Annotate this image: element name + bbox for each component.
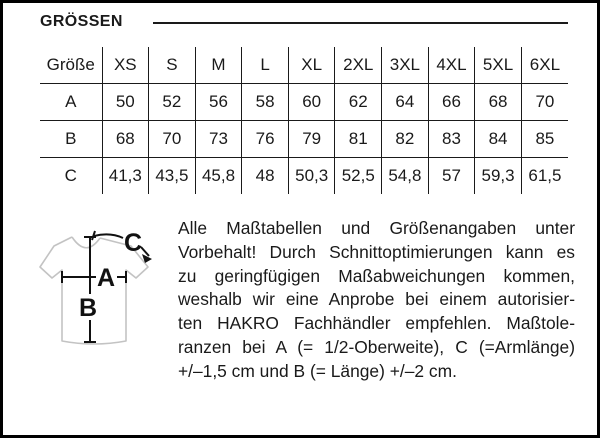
table-header-cell: 3XL <box>382 47 429 84</box>
note-line: +/–1,5 cm und B (= Länge) +/–2 cm. <box>178 360 457 381</box>
measure-label-a: A <box>96 264 116 292</box>
table-cell: 73 <box>195 121 242 158</box>
table-header-cell: 2XL <box>335 47 382 84</box>
table-cell: 41,3 <box>102 158 149 195</box>
table-cell: 50 <box>102 84 149 121</box>
table-cell: 68 <box>475 84 522 121</box>
measurement-note <box>178 217 575 384</box>
table-cell: 81 <box>335 121 382 158</box>
note-line: Vorbehalt! Durch Schnittoptimierungen kann es <box>178 241 575 262</box>
note-line: weshalb wir eine Anprobe bei einem autorisier- <box>178 289 575 310</box>
table-cell: 85 <box>521 121 568 158</box>
table-header-cell: XL <box>288 47 335 84</box>
measure-line-a <box>62 271 126 283</box>
section-header <box>40 13 568 31</box>
table-header-cell: L <box>242 47 289 84</box>
header-rule <box>153 22 568 24</box>
table-cell: 79 <box>288 121 335 158</box>
tshirt-measurement-diagram <box>30 220 180 395</box>
table-cell: 59,3 <box>475 158 522 195</box>
note-line: Alle Maßtabellen und Größenangaben unter <box>178 218 575 238</box>
row-label: C <box>40 158 102 195</box>
table-header-cell: 5XL <box>475 47 522 84</box>
table-cell: 43,5 <box>149 158 196 195</box>
table-cell: 68 <box>102 121 149 158</box>
table-cell: 70 <box>521 84 568 121</box>
measure-label-c: C <box>123 229 143 257</box>
measure-label-b: B <box>78 294 98 322</box>
table-header-row <box>40 47 568 84</box>
table-cell: 82 <box>382 121 429 158</box>
note-line: ranzen bei A (= 1/2-Oberweite), C (=Armlänge) <box>178 336 575 357</box>
table-cell: 45,8 <box>195 158 242 195</box>
table-cell: 62 <box>335 84 382 121</box>
row-label: A <box>40 84 102 121</box>
table-cell: 66 <box>428 84 475 121</box>
table-cell: 61,5 <box>521 158 568 195</box>
table-cell: 64 <box>382 84 429 121</box>
table-header-cell: XS <box>102 47 149 84</box>
table-cell: 52 <box>149 84 196 121</box>
measure-line-b <box>84 237 96 342</box>
table-cell: 76 <box>242 121 289 158</box>
table-cell: 57 <box>428 158 475 195</box>
size-table <box>40 47 568 194</box>
note-line: zu geringfügigen Maßabweichungen kommen, <box>178 265 575 286</box>
table-cell: 54,8 <box>382 158 429 195</box>
table-cell: 56 <box>195 84 242 121</box>
table-header-cell: S <box>149 47 196 84</box>
note-line: ten HAKRO Fachhändler empfehlen. Maßtole- <box>178 313 575 334</box>
table-header-cell: 6XL <box>521 47 568 84</box>
table-cell: 70 <box>149 121 196 158</box>
table-header-cell: Größe <box>46 55 95 74</box>
table-header-cell: M <box>195 47 242 84</box>
table-cell: 52,5 <box>335 158 382 195</box>
table-cell: 84 <box>475 121 522 158</box>
table-cell: 48 <box>242 158 289 195</box>
table-cell: 60 <box>288 84 335 121</box>
row-label: B <box>40 121 102 158</box>
table-row <box>40 158 568 195</box>
table-row <box>40 84 568 121</box>
table-cell: 83 <box>428 121 475 158</box>
table-header-cell: 4XL <box>428 47 475 84</box>
measure-line-c <box>92 231 152 263</box>
table-row <box>40 121 568 158</box>
page-title: GRÖSSEN <box>40 13 123 30</box>
table-cell: 50,3 <box>288 158 335 195</box>
table-cell: 58 <box>242 84 289 121</box>
